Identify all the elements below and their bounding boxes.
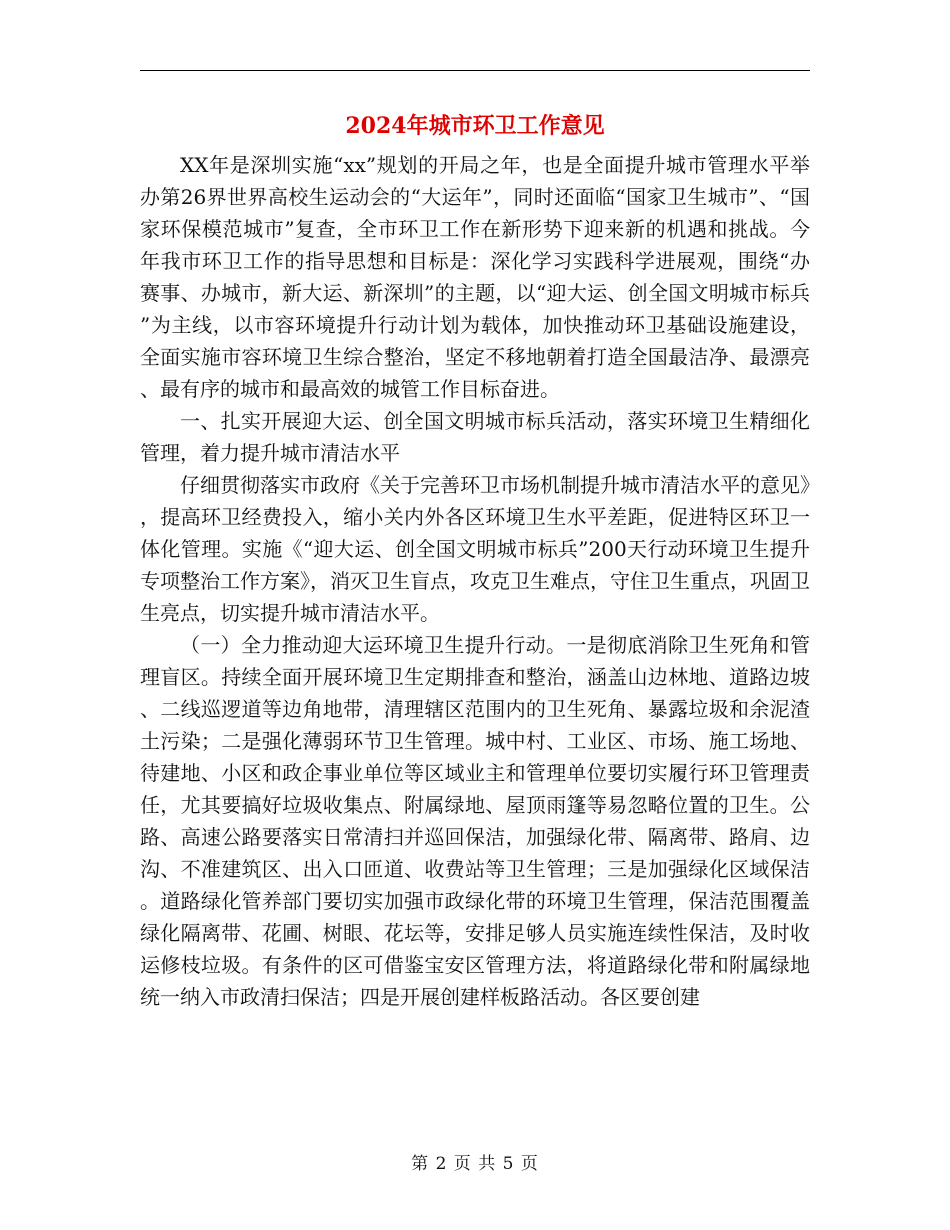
document-body (140, 149, 810, 1013)
paragraph-intro: XX年是深圳实施“xx”规划的开局之年，也是全面提升城市管理水平举办第26界世界高校生运动会的“大运年”，同时还面临“国家卫生城市”、“国家环保模范城市”复查，全市环卫工作在新形势下迎来新的机遇和挑战。今年我市环卫工作的指导思想和目标是：深化学习实践科学进展观，围绕“办赛事、办城市，新大运、新深圳”的主题，以“迎大运、创全国文明城市标兵”为主线，以市容环境提升行动计划为载体，加快推动环卫基础设施建设，全面实施市容环境卫生综合整治，坚定不移地朝着打造全国最洁净、最漂亮、最有序的城市和最高效的城管工作目标奋进。 (140, 153, 810, 401)
page-number-footer: 第 2 页 共 5 页 (411, 1154, 539, 1174)
paragraph-implementation: 仔细贯彻落实市政府《关于完善环卫市场机制提升城市清洁水平的意见》，提高环卫经费投入，缩小关内外各区环境卫生水平差距，促进特区环卫一体化管理。实施《“迎大运、创全国文明城市标兵”200天行动环境卫生提升专项整治工作方案》，消灭卫生盲点，攻克卫生难点，守住卫生重点，巩固卫生亮点，切实提升城市清洁水平。 (140, 473, 810, 625)
paragraph-subsection-1: （一）全力推动迎大运环境卫生提升行动。一是彻底消除卫生死角和管理盲区。持续全面开展环境卫生定期排查和整治，涵盖山边林地、道路边坡、二线巡逻道等边角地带，清理辖区范围内的卫生死角、暴露垃圾和余泥渣土污染；二是强化薄弱环节卫生管理。城中村、工业区、市场、施工场地、待建地、小区和政企事业单位等区域业主和管理单位要切实履行环卫管理责任，尤其要搞好垃圾收集点、附属绿地、屋顶雨篷等易忽略位置的卫生。公路、高速公路要落实日常清扫并巡回保洁，加强绿化带、隔离带、路肩、边沟、不准建筑区、出入口匝道、收费站等卫生管理；三是加强绿化区域保洁。道路绿化管养部门要切实加强市政绿化带的环境卫生管理，保洁范围覆盖绿化隔离带、花圃、树眼、花坛等，安排足够人员实施连续性保洁，及时收运修枝垃圾。有条件的区可借鉴宝安区管理方法，将道路绿化带和附属绿地统一纳入市政清扫保洁；四是开展创建样板路活动。各区要创建 (140, 633, 810, 1009)
paragraph-section-heading: 一、扎实开展迎大运、创全国文明城市标兵活动，落实环境卫生精细化管理，着力提升城市清洁水平 (140, 409, 810, 465)
document-title: 2024年城市环卫工作意见 (345, 113, 605, 139)
header-rule (140, 70, 810, 71)
